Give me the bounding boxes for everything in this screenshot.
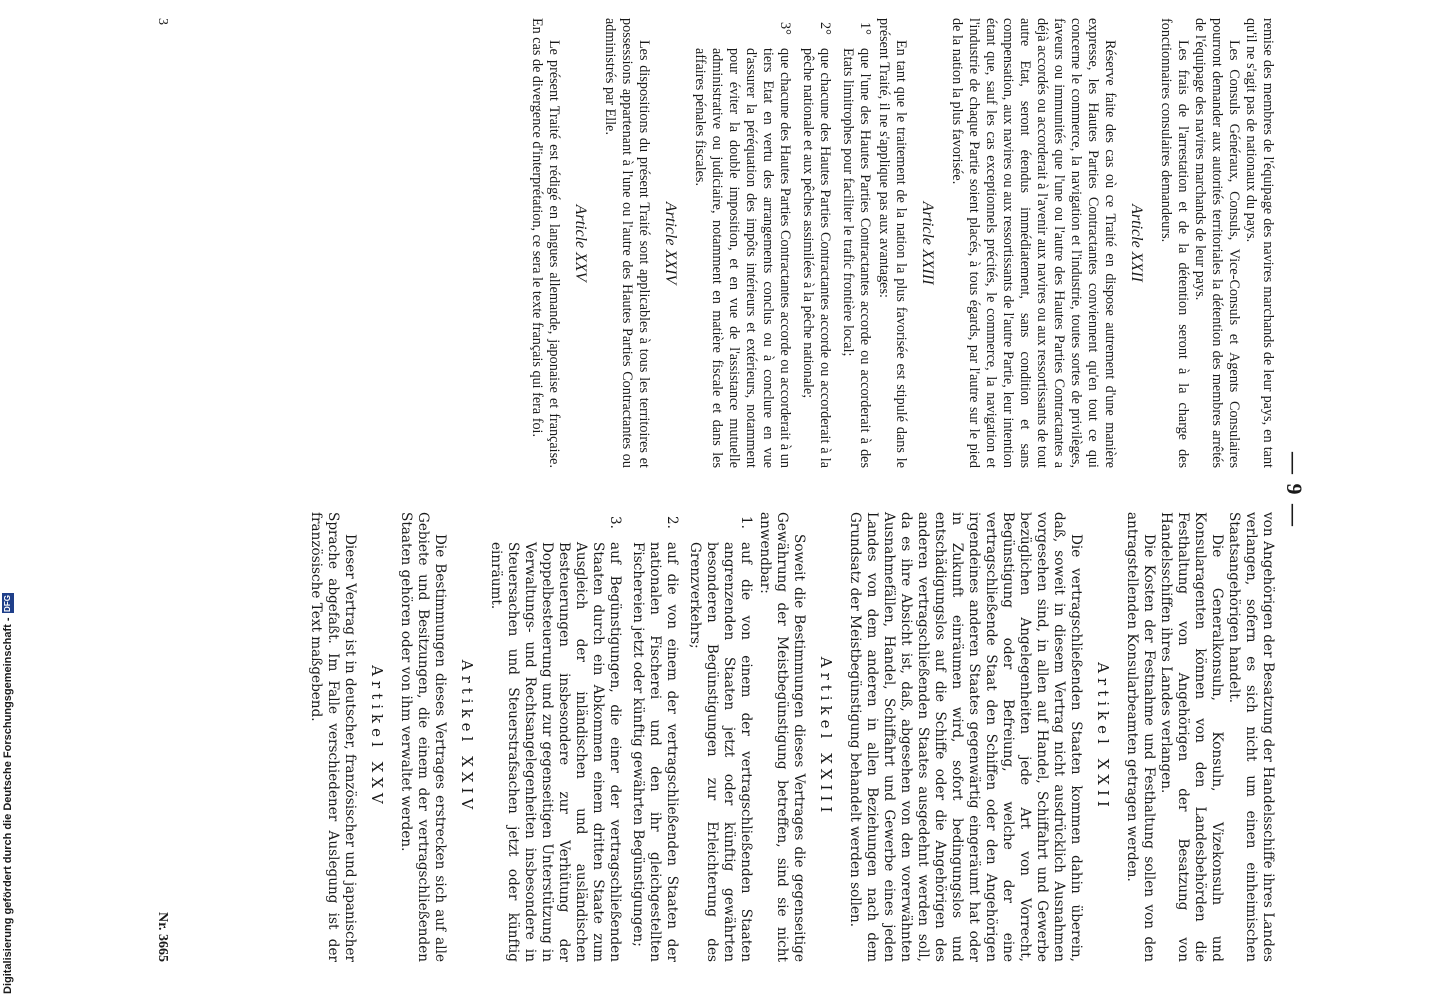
de-article-24-text: Die Bestimmungen dieses Vertrages erstrecken sich auf alle Gebiete und Besitzungen, die einem der vertragschließenden Staaten gehören oder von ihm verwaltet werden. bbox=[398, 512, 448, 962]
fr-article-23-item bbox=[839, 18, 873, 468]
german-column bbox=[307, 512, 1276, 962]
item-number: 1. bbox=[738, 516, 754, 529]
de-article-22-heading: Artikel XXII bbox=[1094, 662, 1112, 812]
item-number: 2° bbox=[817, 22, 833, 35]
item-number: 2. bbox=[664, 516, 680, 529]
item-text: auf Begünstigungen, die einer der vertragschließenden Staaten durch ein Abkommen einem dritten Staate zum Ausgleich der inländischen und ausländischen Besteuerungen insbesondere zur Verhütung der Doppelbesteuerung und zur gegenseitigen Unterstützung in Verwaltungs- und Rechtsangelegenheiten insbesondere in Steuersachen und Steuerstrafsachen jetzt oder künftig einräumt. bbox=[488, 542, 623, 962]
dfg-logo: DFG bbox=[3, 595, 12, 612]
de-article-25-text: Dieser Vertrag ist in deutscher, französischer und japanischer Sprache abgefaßt. Im Falle verschiedener Auslegung ist der französische Text maßgebend. bbox=[308, 512, 358, 962]
item-text: que chacune des Hautes Parties Contractantes accorde ou accorderait à la pêche nationale et aux pêches assimilées à la pêche nationale; bbox=[800, 48, 833, 468]
de-article-24-heading: Artikel XXIV bbox=[458, 659, 476, 815]
treaty-page bbox=[130, 0, 1320, 980]
item-text: auf die von einem der vertragschließenden Staaten angrenzenden Staaten jetzt oder künftig gewährten besonderen Begünstigungen zur Erleichterung des Grenzverkehrs; bbox=[687, 542, 754, 962]
fr-article-22-text: Réserve faite des cas où ce Traité en dispose autrement d'une manière expresse, les Hautes Parties Contractantes conviennent qu'en tout ce qui concerne le commerce, la navigation et l'industrie, toutes sortes de privilèges, faveurs ou immunités que l'une ou l'autre des Hautes Parties Contractantes a déjà accordés ou accorderait à l'avenir aux navires ou aux ressortissants de tout autre Etat, seront étendus immédiatement, sans condition et sans compensation, aux navires ou aux ressortissants de l'autre Partie, leur intention étant que, sauf les cas exceptionnels précités, le commerce, la navigation et l'industrie de chaque Partie soient placés, à tous égards, par l'autre sur le pied de la nation la plus favorisée. bbox=[949, 18, 1118, 468]
fr-article-24-heading: Article XXIV bbox=[662, 201, 679, 285]
de-article-25-heading: Artikel XXV bbox=[368, 665, 386, 809]
de-article-23-item bbox=[686, 512, 754, 962]
item-number: 1° bbox=[857, 22, 873, 35]
fr-intro-1: remise des membres de l'équipage des navires marchands de leur pays, en tant qu'il ne s'agit pas de nationaux du pays. bbox=[1243, 18, 1276, 468]
item-number: 3° bbox=[777, 22, 793, 35]
de-article-23-item bbox=[629, 512, 680, 962]
dfg-credit-strip bbox=[0, 0, 16, 1000]
page-number: — 9 — bbox=[1282, 452, 1307, 528]
fr-article-25-text: Le présent Traité est rédigé en langues allemande, japonaise et française. En cas de divergence d'interprétation, ce sera le texte français qui fera foi. bbox=[529, 18, 562, 468]
de-intro-1: von Angehörigen der Besatzung der Handelsschiffe ihres Landes verlangen, sofern es sich nicht um einen einheimischen Staatsangehörigen handelt. bbox=[1226, 512, 1276, 962]
fr-article-23-heading: Article XXIII bbox=[919, 201, 936, 285]
item-text: que l'une des Hautes Parties Contractantes accorde ou accorderait à des Etats limitrophes pour faciliter le trafic frontière local; bbox=[840, 48, 873, 468]
de-article-23-intro: Soweit die Bestimmungen dieses Vertrages die gegenseitige Gewährung der Meistbegünstigung betreffen, sind sie nicht anwendbar: bbox=[757, 512, 807, 962]
item-number: 3. bbox=[607, 516, 623, 529]
document-number: Nr. 3665 bbox=[155, 911, 170, 962]
de-article-23-heading: Artikel XXIII bbox=[817, 656, 835, 818]
fr-intro-2: Les Consuls Généraux, Consuls, Vice-Consuls et Agents Consulaires pourront demander aux autorités territoriales la détention des membres arrêtés de l'équipage des navires marchands de leur pays. bbox=[1192, 18, 1242, 468]
fr-article-24-text: Les dispositions du présent Traité sont applicables à tous les territoires et possessions appartenant à l'une ou l'autre des Hautes Parties Contractantes ou administrés par Elle. bbox=[602, 18, 652, 468]
dfg-credit-text: Digitalisierung gefördert durch die Deutsche Forschungsgemeinschaft - bbox=[2, 617, 14, 994]
de-intro-2: Die Generalkonsuln, Konsuln, Vizekonsuln und Konsularagenten können von den Landesbehörden die Festhaltung von Angehörigen der Besatzung von Handelsschiffen ihres Landes verlangen. bbox=[1158, 512, 1225, 962]
french-column bbox=[307, 18, 1276, 468]
fr-article-22-heading: Article XXII bbox=[1128, 204, 1145, 282]
item-text: que chacune des Hautes Parties Contractantes accorde ou accorderait à un tiers Etat en vertu des arrangements conclus ou à conclure en vue d'assurer la péréquation des impôts intérieurs et extérieurs, notamment pour éviter la double imposition, et en vue de l'assistance mutuelle administrative ou judiciaire, notamment en matière fiscale et dans les affaires pénales fiscales. bbox=[692, 48, 793, 468]
fr-intro-3: Les frais de l'arrestation et de la détention seront à la charge des fonctionnaires consulaires demandeurs. bbox=[1158, 18, 1191, 468]
de-article-23-item bbox=[487, 512, 623, 962]
sheet-number: 3 bbox=[155, 18, 170, 25]
de-article-22-text: Die vertragschließenden Staaten kommen dahin überein, daß, soweit in diesem Vertrag nicht ausdrücklich Ausnahmen vorgesehen sind, in allen auf Handel, Schiffahrt und Gewerbe bezüglichen Angelegenheiten jede Art von Vorrecht, Begünstigung oder Befreiung, welche der eine vertragschließende Staat den Schiffen oder den Angehörigen irgendeines anderen Staates gegenwärtig eingeräumt hat oder in Zukunft einräumen wird, sofort bedingungslos und entschädigungslos auf die Schiffe oder die Angehörigen des anderen vertragschließenden Staates ausgedehnt werden soll, da es ihre Absicht ist, daß, abgesehen von den vorerwähnten Ausnahmefällen, Handel, Schiffahrt und Gewerbe eines jeden Landes von dem anderen in allen Beziehungen nach dem Grundsatz der Meistbegünstigung behandelt werden sollen. bbox=[847, 512, 1084, 962]
fr-article-25-heading: Article XXV bbox=[572, 204, 589, 282]
fr-article-23-item bbox=[691, 18, 793, 468]
page-footer bbox=[154, 18, 170, 962]
de-intro-3: Die Kosten der Festnahme und Festhaltung sollen von den antragstellenden Konsularbeamten getragen werden. bbox=[1124, 512, 1157, 962]
fr-article-23-item bbox=[799, 18, 833, 468]
item-text: auf die von einem der vertragschließenden Staaten der nationalen Fischerei und den ihr gleichgestellten Fischereien jetzt oder künftig gewährten Begünstigungen; bbox=[630, 542, 680, 962]
fr-article-23-intro: En tant que le traitement de la nation la plus favorisée est stipulé dans le présent Traité, il ne s'applique pas aux avantages: bbox=[876, 18, 909, 468]
